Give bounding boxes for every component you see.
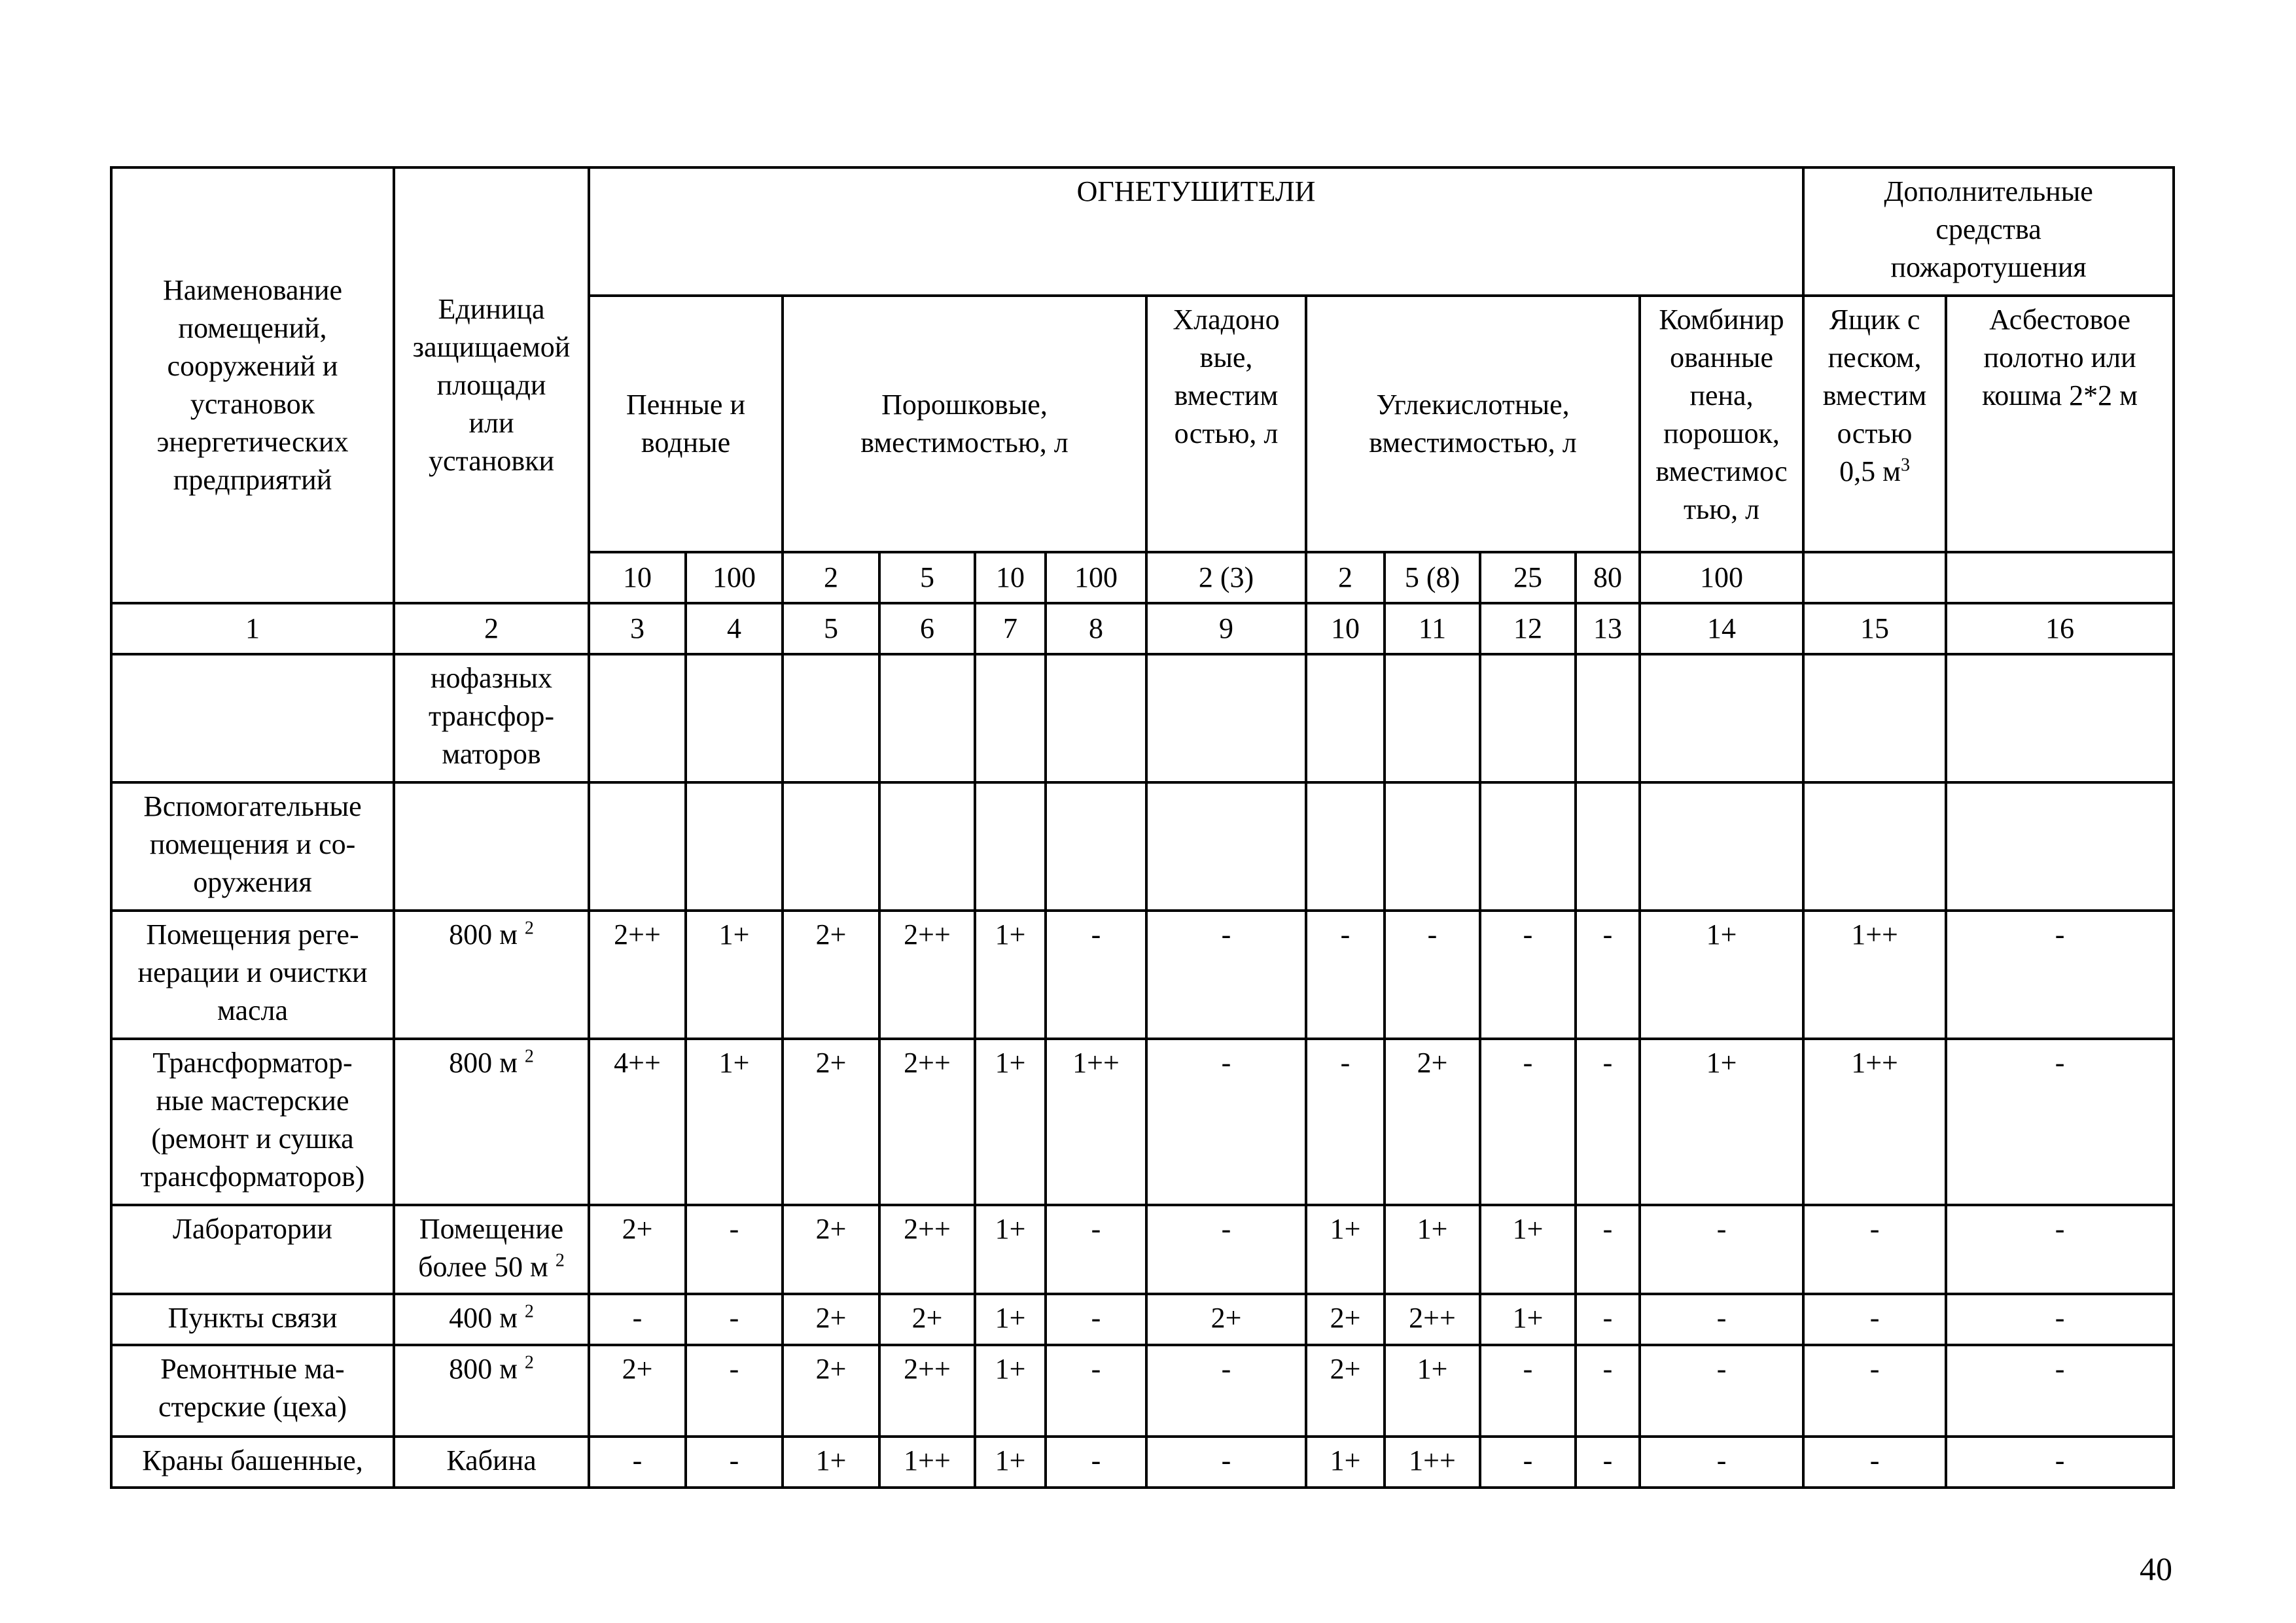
quantity-cell: 2++	[879, 1345, 975, 1437]
quantity-cell: 1+	[975, 1294, 1046, 1345]
quantity-cell: -	[686, 1437, 783, 1488]
unit-superscript: 2	[524, 918, 534, 939]
protected-unit-cell	[394, 1437, 589, 1488]
column-number: 6	[879, 603, 975, 654]
quantity-cell: 1+	[1640, 1039, 1803, 1205]
quantity-cell: -	[1046, 1294, 1146, 1345]
premises-name-text: Лаборатории	[173, 1213, 332, 1245]
fire-equipment-table	[110, 166, 2175, 1489]
quantity-cell: 1+	[975, 1205, 1046, 1294]
header-row-numbers	[111, 603, 2174, 654]
premises-name-cell	[111, 1437, 394, 1488]
quantity-cell: 1+	[783, 1437, 879, 1488]
quantity-cell	[1385, 654, 1480, 782]
header-asbestos-blanket: Асбестовое полотно или кошма 2*2 м	[1946, 296, 2174, 552]
header-extinguishers: ОГНЕТУШИТЕЛИ	[589, 167, 1803, 296]
premises-name-cell	[111, 654, 394, 782]
header-powder: Порошковые, вместимостью, л	[783, 296, 1146, 552]
quantity-cell	[879, 654, 975, 782]
page-number: 40	[2140, 1550, 2172, 1587]
quantity-cell: 2+	[783, 1345, 879, 1437]
quantity-cell	[783, 782, 879, 911]
column-number: 1	[111, 603, 394, 654]
quantity-cell	[589, 654, 686, 782]
protected-unit-cell	[394, 1039, 589, 1205]
column-number: 11	[1385, 603, 1480, 654]
capacity-cell: 100	[686, 552, 783, 603]
quantity-cell: -	[1640, 1437, 1803, 1488]
header-protected-unit: Единица защищаемой площади или установки	[394, 167, 589, 603]
quantity-cell: -	[686, 1294, 783, 1345]
quantity-cell: 1+	[1480, 1294, 1576, 1345]
header-row-groups	[111, 167, 2174, 296]
column-number: 10	[1306, 603, 1385, 654]
capacity-cell-empty	[1803, 552, 1946, 603]
unit-superscript: 2	[524, 1301, 534, 1322]
table-row	[111, 911, 2174, 1039]
column-number: 14	[1640, 603, 1803, 654]
header-foam-water: Пенные и водные	[589, 296, 783, 552]
protected-unit-text: 800 м	[449, 1353, 518, 1385]
quantity-cell: -	[1640, 1345, 1803, 1437]
premises-name-cell	[111, 1294, 394, 1345]
quantity-cell: 1++	[1803, 1039, 1946, 1205]
quantity-cell: -	[1803, 1437, 1946, 1488]
header-freon: Хладоно вые, вместим остью, л	[1146, 296, 1306, 552]
header-co2: Углекислотные, вместимостью, л	[1306, 296, 1640, 552]
quantity-cell: -	[1946, 1294, 2174, 1345]
quantity-cell: 2+	[1146, 1294, 1306, 1345]
quantity-cell: -	[686, 1205, 783, 1294]
quantity-cell	[975, 654, 1046, 782]
premises-name-text: Помещения реге- нерации и очистки масла	[137, 918, 368, 1026]
quantity-cell: -	[1046, 1437, 1146, 1488]
quantity-cell: -	[1803, 1205, 1946, 1294]
table-head	[111, 167, 2174, 654]
quantity-cell	[1046, 654, 1146, 782]
column-number: 15	[1803, 603, 1946, 654]
quantity-cell	[783, 654, 879, 782]
quantity-cell: -	[1576, 1437, 1640, 1488]
quantity-cell: -	[1480, 1039, 1576, 1205]
quantity-cell: 1+	[1306, 1205, 1385, 1294]
header-combined: Комбинир ованные пена, порошок, вместимос тью, л	[1640, 296, 1803, 552]
quantity-cell: -	[1640, 1294, 1803, 1345]
quantity-cell: -	[1480, 911, 1576, 1039]
quantity-cell: -	[1946, 1437, 2174, 1488]
quantity-cell	[1306, 654, 1385, 782]
quantity-cell	[1146, 782, 1306, 911]
column-number: 12	[1480, 603, 1576, 654]
premises-name-text: Краны башенные,	[142, 1444, 363, 1476]
quantity-cell: 2++	[1385, 1294, 1480, 1345]
protected-unit-text: 400 м	[449, 1302, 518, 1334]
capacity-cell: 25	[1480, 552, 1576, 603]
premises-name-cell	[111, 1205, 394, 1294]
quantity-cell: -	[686, 1345, 783, 1437]
quantity-cell	[1146, 654, 1306, 782]
capacity-cell: 2	[1306, 552, 1385, 603]
quantity-cell: -	[1146, 1437, 1306, 1488]
quantity-cell	[1946, 782, 2174, 911]
quantity-cell: 1++	[1046, 1039, 1146, 1205]
quantity-cell: -	[1146, 1039, 1306, 1205]
quantity-cell: 2+	[1306, 1294, 1385, 1345]
quantity-cell: 1+	[975, 1039, 1046, 1205]
quantity-cell	[879, 782, 975, 911]
unit-superscript: 2	[555, 1250, 565, 1271]
quantity-cell	[589, 782, 686, 911]
quantity-cell: -	[1946, 1205, 2174, 1294]
protected-unit-cell	[394, 1205, 589, 1294]
quantity-cell: 2+	[783, 1205, 879, 1294]
protected-unit-cell	[394, 654, 589, 782]
capacity-cell: 5 (8)	[1385, 552, 1480, 603]
quantity-cell: 2+	[589, 1205, 686, 1294]
quantity-cell: 2+	[1385, 1039, 1480, 1205]
quantity-cell: 2++	[879, 911, 975, 1039]
column-number: 5	[783, 603, 879, 654]
column-number: 13	[1576, 603, 1640, 654]
quantity-cell: -	[1146, 911, 1306, 1039]
quantity-cell: 1++	[1803, 911, 1946, 1039]
quantity-cell	[1306, 782, 1385, 911]
quantity-cell: -	[1576, 1345, 1640, 1437]
quantity-cell: 1+	[975, 1437, 1046, 1488]
quantity-cell: -	[1576, 1294, 1640, 1345]
protected-unit-text: Помещение более 50 м	[418, 1213, 564, 1283]
quantity-cell: -	[1803, 1345, 1946, 1437]
quantity-cell: -	[1946, 911, 2174, 1039]
premises-name-text: Трансформатор- ные мастерские (ремонт и сушка трансформаторов)	[140, 1047, 365, 1193]
quantity-cell	[1640, 654, 1803, 782]
quantity-cell: -	[1576, 911, 1640, 1039]
capacity-cell: 5	[879, 552, 975, 603]
capacity-cell: 2 (3)	[1146, 552, 1306, 603]
quantity-cell: -	[1946, 1039, 2174, 1205]
capacity-cell: 80	[1576, 552, 1640, 603]
column-number: 9	[1146, 603, 1306, 654]
quantity-cell	[1946, 654, 2174, 782]
quantity-cell: 2+	[879, 1294, 975, 1345]
premises-name-cell	[111, 911, 394, 1039]
capacity-cell: 100	[1046, 552, 1146, 603]
column-number: 4	[686, 603, 783, 654]
table-row	[111, 1205, 2174, 1294]
quantity-cell	[1480, 782, 1576, 911]
quantity-cell: 1+	[1640, 911, 1803, 1039]
quantity-cell	[686, 654, 783, 782]
quantity-cell: -	[1046, 911, 1146, 1039]
premises-name-cell	[111, 782, 394, 911]
quantity-cell: 2+	[783, 911, 879, 1039]
protected-unit-cell	[394, 911, 589, 1039]
quantity-cell: 2++	[879, 1039, 975, 1205]
column-number: 7	[975, 603, 1046, 654]
capacity-cell: 10	[589, 552, 686, 603]
capacity-cell: 100	[1640, 552, 1803, 603]
quantity-cell: 2+	[589, 1345, 686, 1437]
table-row	[111, 1437, 2174, 1488]
quantity-cell	[1385, 782, 1480, 911]
quantity-cell: 2+	[783, 1039, 879, 1205]
header-sandbox: Ящик с песком, вместим остью 0,5 $м^3$	[1803, 296, 1946, 552]
quantity-cell: 1+	[686, 1039, 783, 1205]
quantity-cell: 1+	[975, 1345, 1046, 1437]
unit-superscript: 2	[524, 1352, 534, 1373]
unit-superscript: 2	[524, 1046, 534, 1067]
table-row	[111, 1294, 2174, 1345]
protected-unit-text: нофазных трансфор- маторов	[428, 662, 555, 770]
quantity-cell: 1++	[879, 1437, 975, 1488]
column-number: 8	[1046, 603, 1146, 654]
quantity-cell	[1480, 654, 1576, 782]
quantity-cell: -	[1306, 1039, 1385, 1205]
table-row	[111, 1039, 2174, 1205]
header-additional-means: Дополнительные средства пожаротушения	[1803, 167, 2174, 296]
quantity-cell: 2++	[879, 1205, 975, 1294]
quantity-cell: 1+	[1385, 1345, 1480, 1437]
quantity-cell	[1640, 782, 1803, 911]
quantity-cell	[1576, 654, 1640, 782]
quantity-cell: -	[1046, 1205, 1146, 1294]
header-premises-name: Наименование помещений, сооружений и установок энергетических предприятий	[111, 167, 394, 603]
quantity-cell	[686, 782, 783, 911]
quantity-cell: -	[1640, 1205, 1803, 1294]
table-body	[111, 654, 2174, 1488]
quantity-cell: -	[1803, 1294, 1946, 1345]
quantity-cell: -	[1576, 1039, 1640, 1205]
quantity-cell: -	[1480, 1437, 1576, 1488]
quantity-cell	[1576, 782, 1640, 911]
quantity-cell: 2++	[589, 911, 686, 1039]
column-number: 16	[1946, 603, 2174, 654]
quantity-cell	[1046, 782, 1146, 911]
quantity-cell: 1+	[1306, 1437, 1385, 1488]
premises-name-cell	[111, 1345, 394, 1437]
capacity-cell: 2	[783, 552, 879, 603]
quantity-cell: -	[1046, 1345, 1146, 1437]
quantity-cell: -	[1385, 911, 1480, 1039]
quantity-cell: 2+	[783, 1294, 879, 1345]
capacity-cell-empty	[1946, 552, 2174, 603]
premises-name-text: Ремонтные ма- стерские (цеха)	[158, 1353, 347, 1423]
quantity-cell: -	[1146, 1205, 1306, 1294]
quantity-cell: -	[1576, 1205, 1640, 1294]
quantity-cell: -	[1480, 1345, 1576, 1437]
quantity-cell: -	[1946, 1345, 2174, 1437]
quantity-cell: 4++	[589, 1039, 686, 1205]
protected-unit-cell	[394, 1345, 589, 1437]
quantity-cell	[975, 782, 1046, 911]
table-row	[111, 1345, 2174, 1437]
quantity-cell: -	[589, 1294, 686, 1345]
capacity-cell: 10	[975, 552, 1046, 603]
table-row	[111, 654, 2174, 782]
column-number: 3	[589, 603, 686, 654]
quantity-cell	[1803, 654, 1946, 782]
quantity-cell	[1803, 782, 1946, 911]
protected-unit-text: Кабина	[446, 1444, 537, 1476]
table-row	[111, 782, 2174, 911]
premises-name-text: Вспомогательные помещения и со- оружения	[143, 790, 362, 898]
protected-unit-cell	[394, 782, 589, 911]
protected-unit-cell	[394, 1294, 589, 1345]
quantity-cell: 1++	[1385, 1437, 1480, 1488]
quantity-cell: 1+	[686, 911, 783, 1039]
premises-name-cell	[111, 1039, 394, 1205]
column-number: 2	[394, 603, 589, 654]
quantity-cell: 1+	[1385, 1205, 1480, 1294]
quantity-cell: -	[1146, 1345, 1306, 1437]
premises-name-text: Пункты связи	[168, 1302, 338, 1334]
protected-unit-text: 800 м	[449, 1047, 518, 1079]
quantity-cell: 1+	[975, 911, 1046, 1039]
quantity-cell: -	[589, 1437, 686, 1488]
quantity-cell: 1+	[1480, 1205, 1576, 1294]
quantity-cell: -	[1306, 911, 1385, 1039]
protected-unit-text: 800 м	[449, 918, 518, 951]
quantity-cell: 2+	[1306, 1345, 1385, 1437]
